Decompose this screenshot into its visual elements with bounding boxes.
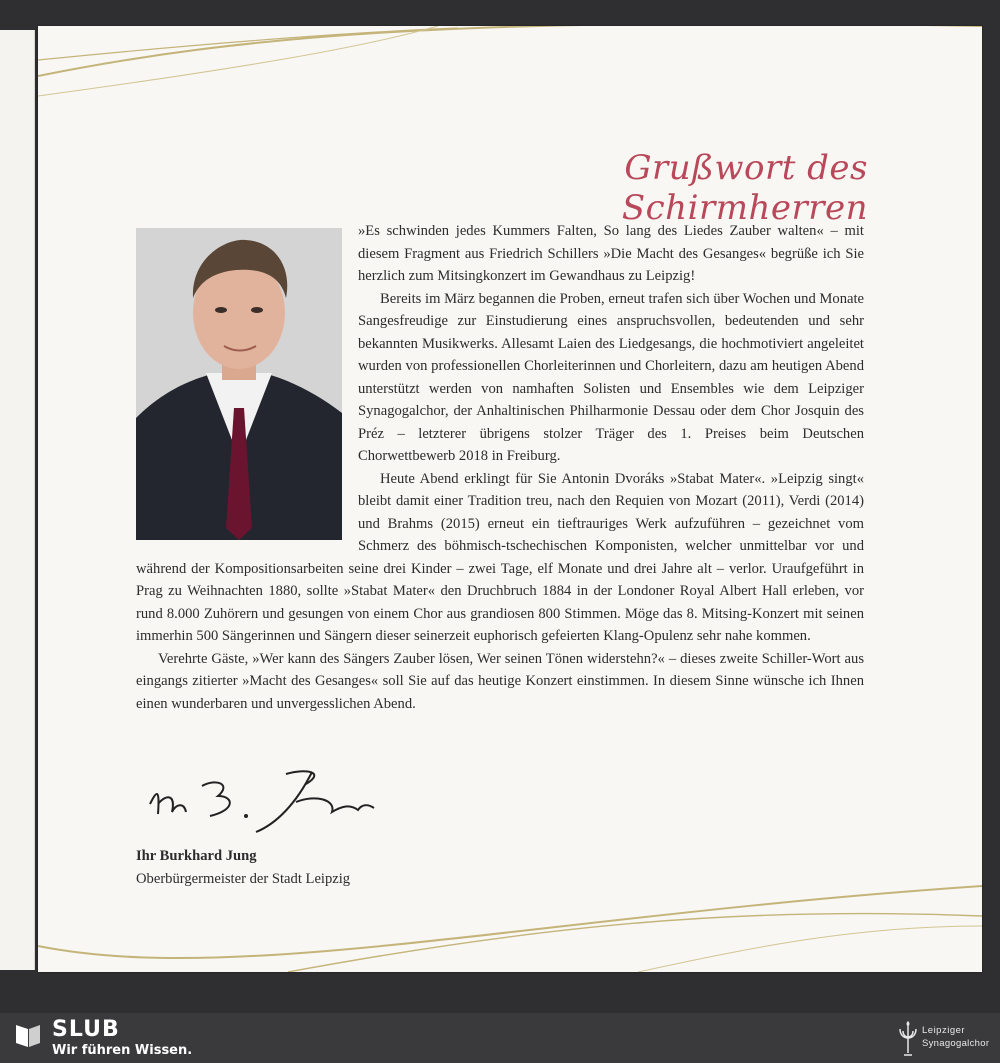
paragraph-1: »Es schwinden jedes Kummers Falten, So lang des Liedes Zauber walten« – mit diesem Fragment aus Friedrich Schillers »Die Macht des Gesanges« begrüße ich Sie herzlich zum Mitsingkonzert im Gewandhaus zu Leipzig! xyxy=(358,223,864,284)
slub-logo-icon xyxy=(14,1021,42,1049)
handwritten-signature xyxy=(136,764,396,834)
choir-name-line1: Leipziger xyxy=(922,1025,966,1036)
page-title: Grußwort des Schirmherren xyxy=(621,148,868,228)
menorah-icon xyxy=(896,1019,920,1059)
footer-bar xyxy=(0,1013,1000,1063)
library-name: SLUB xyxy=(52,1017,120,1042)
paragraph-3: Heute Abend erklingt für Sie Antonin Dvoráks »Stabat Mater«. »Leipzig singt« bleibt damit einer Tradition treu, nach den Requien von Mozart (2011), Verdi (2014) und Brahms (2015) erneut ein tieftrauriges Werk aufzuführen – gezeichnet vom Schmerz des böhmisch-tschechischen Komponisten, welcher unmittelbar vor und während der Kompositionsarbeiten seine drei Kinder – zwei Tage, elf Monate und drei Jahre alt – verlor. Uraufgeführt in Prag zu Weihnachten 1880, sollte »Stabat Mater« den Druchbruch 1884 in der Londoner Royal Albert Hall erleben, vor rund 8.000 Zuhörern und gesungen von einem Chor aus grandiosen 800 Stimmen. Möge das 8. Mitsing-Konzert mit seinen immerhin 500 Sängerinnen und Sängern dieser seinerzeit euphorisch gefeierten Klang-Opulenz sehr nahe kommen. xyxy=(136,470,864,644)
paragraph-4: Verehrte Gäste, »Wer kann des Sängers Zauber lösen, Wer seinen Tönen widerstehn?« – dieses zweite Schiller-Wort aus eingangs zitierter »Macht des Gesanges« soll Sie auf das heutige Konzert einstimmen. In diesem Sinne wünsche ich Ihnen einen wunderbaren und unvergesslichen Abend. xyxy=(136,650,864,712)
left-page-edge xyxy=(0,30,35,970)
choir-name-line2: Synagogalchor xyxy=(922,1038,990,1049)
signature-role: Oberbürgermeister der Stadt Leipzig xyxy=(136,871,351,887)
body-text xyxy=(136,220,864,715)
signature-name: Ihr Burkhard Jung xyxy=(136,848,257,864)
document-page xyxy=(38,26,982,972)
paragraph-2: Bereits im März begannen die Proben, erneut trafen sich über Wochen und Monate Sangesfreudige zur Einstudierung eines anspruchsvollen, bedeutenden und sehr bekannten Musikwerks. Allesamt Laien des Liedgesangs, die hochmotiviert angeleitet wurden von professionellen Chorleiterinnen und Chorleitern, dazu am heutigen Abend unterstützt werden von namhaften Solisten und Ensembles wie dem Leipziger Synagogalchor, der Anhaltinischen Philharmonie Dessau oder dem Chor Josquin des Préz – letzterer übrigens stolzer Träger des 1. Preises beim Deutschen Chorwettbewerb 2018 in Freiburg. xyxy=(358,290,864,464)
library-tagline: Wir führen Wissen. xyxy=(52,1043,193,1058)
